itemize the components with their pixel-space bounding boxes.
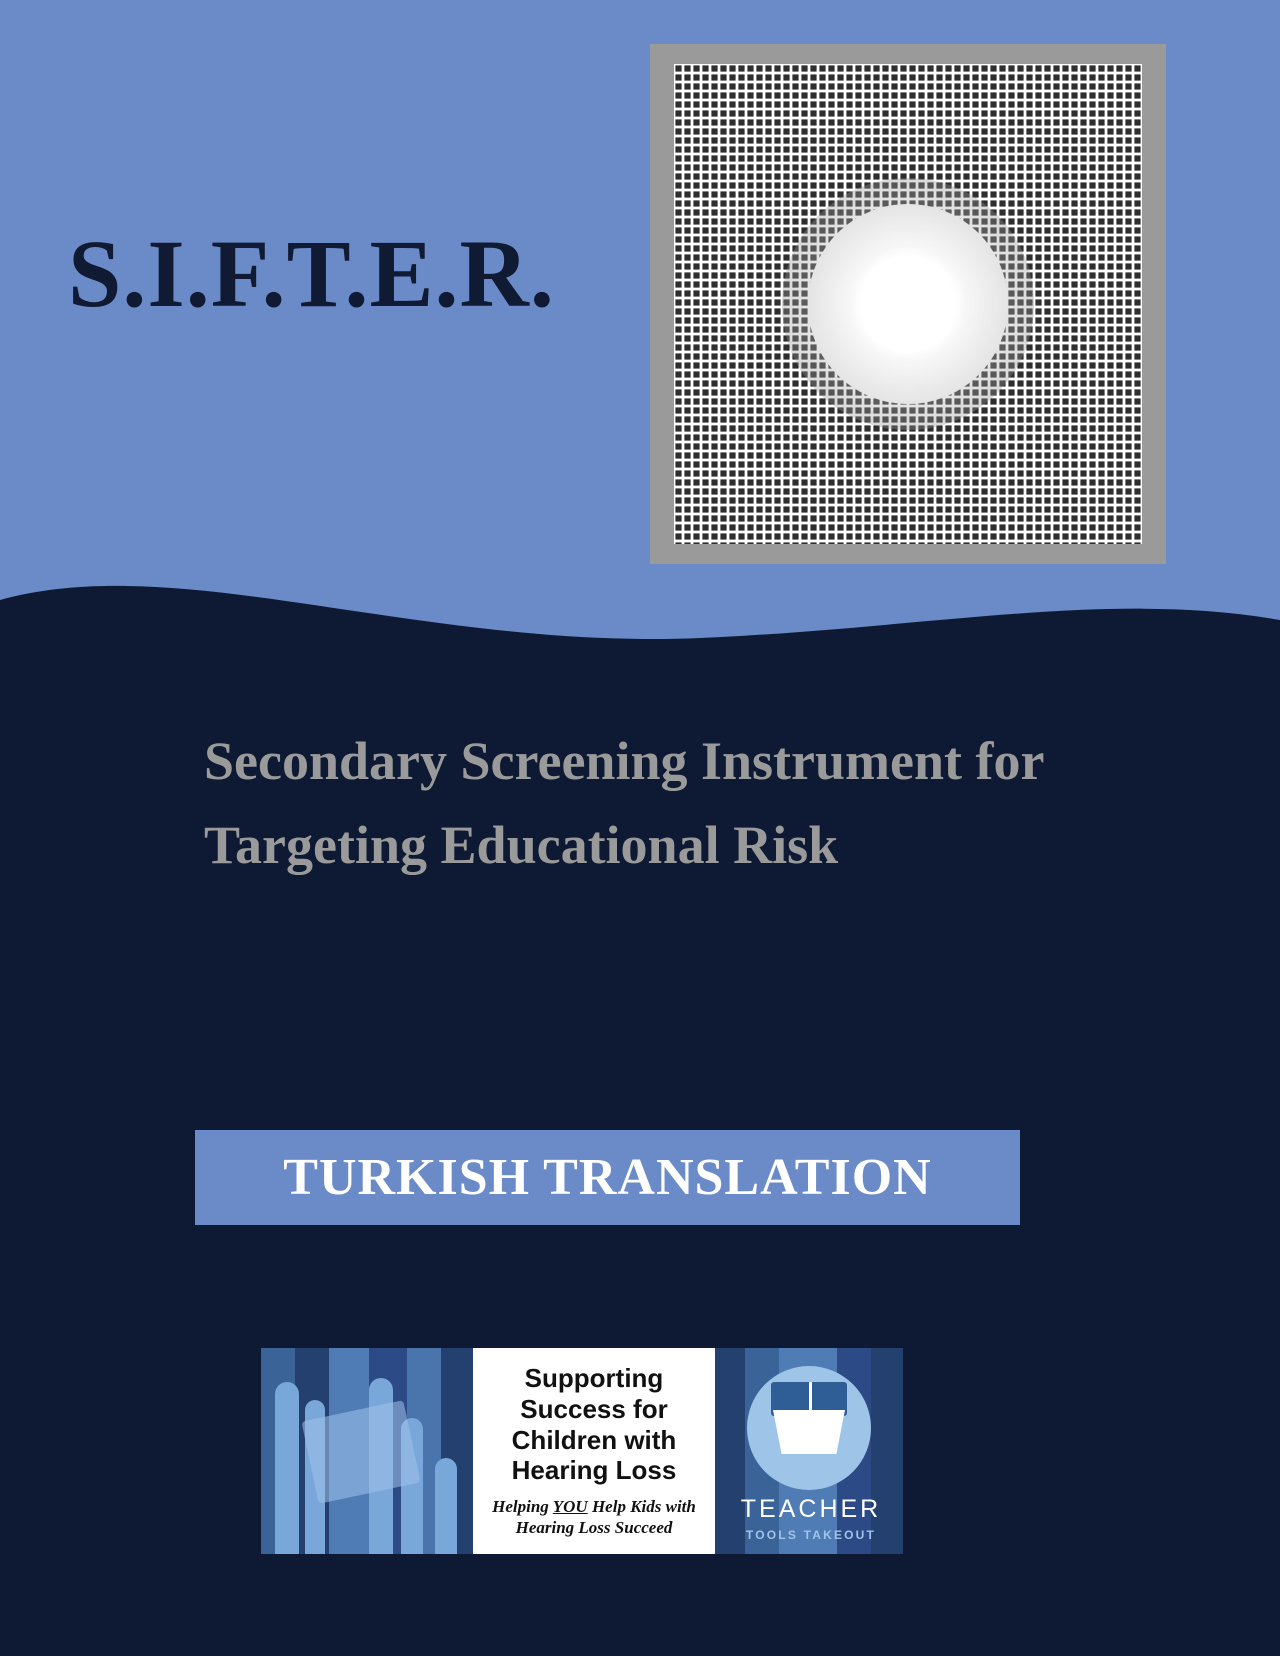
brand-name: TEACHER (740, 1495, 882, 1523)
document-subtitle: Secondary Screening Instrument for Targeting Educational Risk (204, 731, 1044, 875)
publisher-tagline (481, 1496, 707, 1539)
basket-icon (773, 1410, 845, 1454)
publisher-headline: Supporting Success for Children with Hearing Loss (511, 1363, 677, 1486)
hands-illustration (261, 1348, 473, 1554)
brand-subtitle: TOOLS TAKEOUT (745, 1528, 877, 1542)
tagline-pre: Helping (492, 1497, 553, 1517)
publisher-logo (258, 1345, 906, 1557)
page-title: S.I.F.T.E.R. (68, 220, 555, 327)
halftone-circle-icon (674, 64, 1142, 544)
translation-banner-label: TURKISH TRANSLATION (283, 1149, 932, 1206)
cover-image (650, 44, 1166, 564)
translation-banner (195, 1130, 1020, 1225)
tagline-post: Help Kids with Hearing Loss Succeed (515, 1497, 696, 1538)
publisher-tagline-block (473, 1348, 715, 1554)
brand-block (715, 1348, 903, 1554)
tagline-emphasis: YOU (552, 1497, 588, 1517)
